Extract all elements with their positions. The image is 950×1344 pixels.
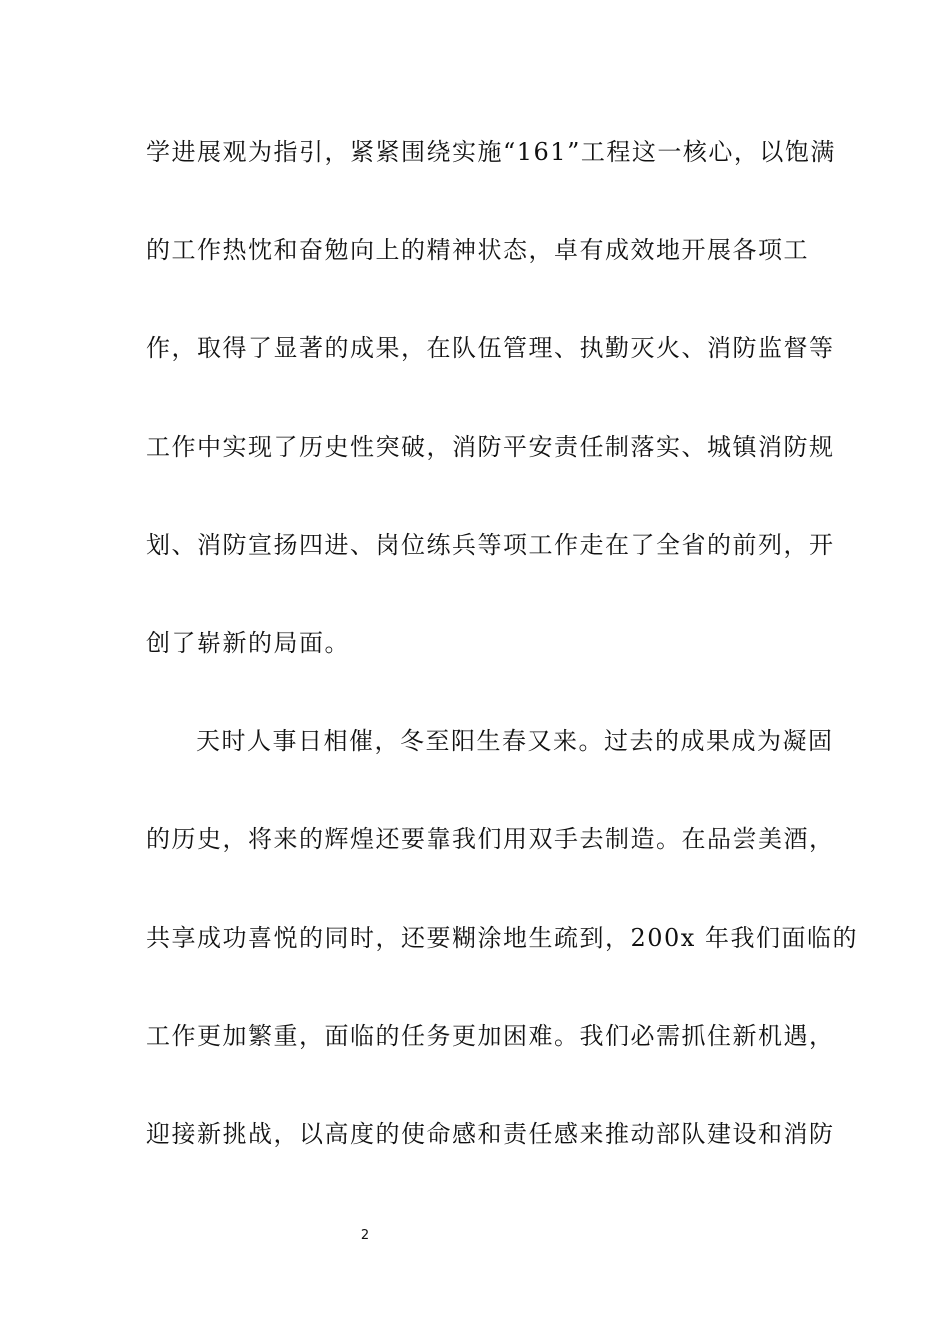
text-line: 创了崭新的局面。 — [146, 628, 350, 657]
text-line: 迎接新挑战，以高度的使命感和责任感来推动部队建设和消防 — [146, 1119, 835, 1148]
paragraph-first-line: 天时人事日相催，冬至阳生春又来。过去的成果成为凝固 — [196, 727, 834, 756]
page-number: 2 — [360, 1228, 370, 1243]
text-line: 的历史，将来的辉煌还要靠我们用双手去制造。在品尝美酒， — [146, 825, 835, 854]
blank-line — [146, 177, 806, 226]
blank-line — [146, 1061, 806, 1110]
blank-line — [146, 275, 806, 324]
blank-line — [146, 472, 806, 521]
text-line: 划、消防宣扬四进、岗位练兵等项工作走在了全省的前列，开 — [146, 530, 835, 559]
text-line: 工作中实现了历史性突破，消防平安责任制落实、城镇消防规 — [146, 432, 835, 461]
text-line: 学进展观为指引，紧紧围绕实施“161”工程这一核心，以饱满 — [146, 138, 836, 166]
text-line: 共享成功喜悦的同时，还要糊涂地生疏到，200x 年我们面临的 — [146, 923, 858, 952]
blank-line — [146, 864, 806, 913]
blank-line — [146, 668, 806, 717]
text-line: 作，取得了显著的成果，在队伍管理、执勤灭火、消防监督等 — [146, 334, 835, 363]
blank-line — [146, 766, 806, 815]
text-line: 工作更加繁重，面临的任务更加困难。我们必需抓住新机遇， — [146, 1021, 835, 1050]
blank-line — [146, 373, 806, 422]
blank-line — [146, 570, 806, 619]
body-text — [146, 128, 858, 1159]
text-line: 的工作热忱和奋勉向上的精神状态，卓有成效地开展各项工 — [146, 236, 809, 265]
blank-line — [146, 963, 806, 1012]
